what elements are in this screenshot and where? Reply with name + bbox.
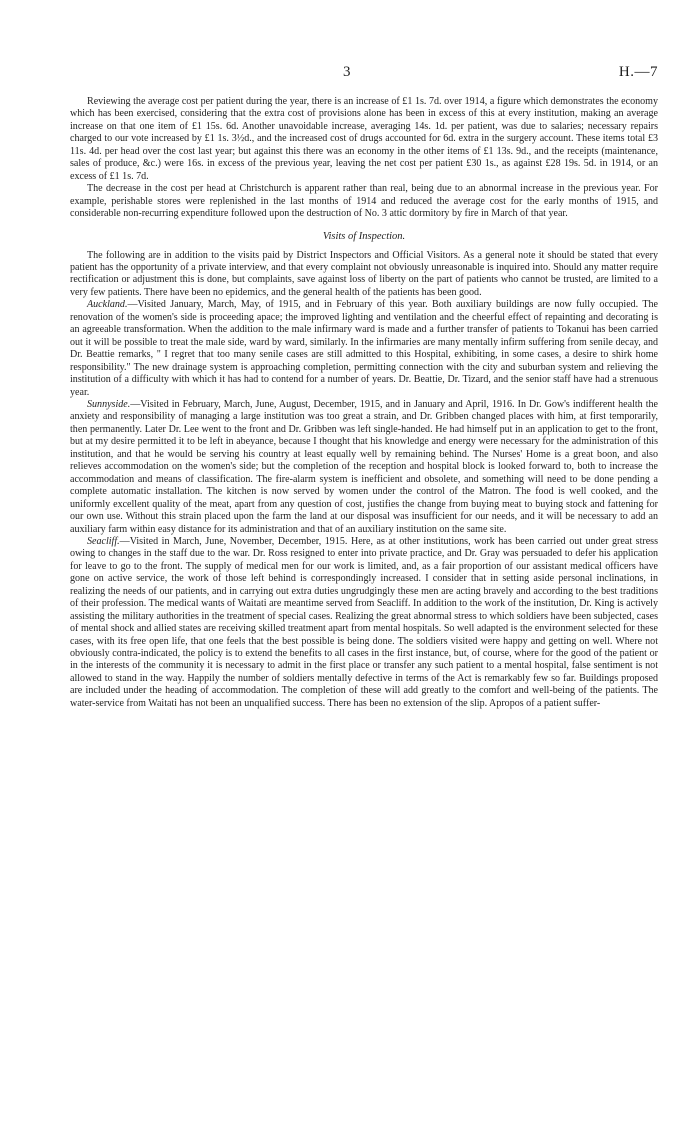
paragraph-visits-intro: The following are in addition to the visits paid by District Inspectors and Official Visitors. As a general note it should be stated that every patient has the opportunity of a private interview, and that every complaint not obviously unreasonable is inquired into. Should any matter require rectification or adjustment this is done, but complaints, save against loss of liberty on the part of patients who cannot be trusted, are limited to a very few patients. There have been no epidemics, and the general health of the patients has been good.	[70, 249, 658, 298]
text-sunnyside: —Visited in February, March, June, August, December, 1915, and in January and April, 1916. In Dr. Gow's indifferent health the anxiety and responsibility of managing a large institution was too great a strain, and Dr. Gribben changed places with him, at first temporarily, then permanently. Later Dr. Lee went to the front and Dr. Gribben was left single-handed. He had himself put in an application to get to the front, but at my desire permitted it to be left in abeyance, because I thought that his knowledge and energy were necessary for the administration of this institution, and that he would be serving his country at least equally well by remaining behind. The Nurses' Home is a great boon, and also relieves accommodation on the women's side; but the completion of the reception and hospital block is looked forward to, both to increase the accommodation and means of classification. The fire-alarm system is inefficient and obsolete, and something will need to be done pending a complete automatic installation. The kitchen is now served by women under the control of the Matron. The food is well cooked, and the uniformly excellent quality of the meat, apart from any question of cost, justifies the change from buying meat to buying stock and fattening for our own use. Without this strain placed upon the farm the land at our disposal was insufficient for our needs, and it will be necessary to add an auxiliary farm within easy distance for its administration and that of an auxiliary institution on the same site.	[70, 398, 658, 535]
paragraph-sunnyside	[70, 399, 658, 536]
document-reference: H.—7	[618, 64, 658, 80]
paragraph-auckland	[70, 299, 658, 399]
subheading-seacliff: Seacliff.	[87, 535, 120, 547]
text-seacliff: —Visited in March, June, November, December, 1915. Here, as at other institutions, work has been carried out under great stress owing to changes in the staff due to the war. Dr. Ross resigned to enter into private practice, and Dr. Gray was persuaded to defer his application for leave to go to the front. The supply of medical men for our work is limited, and, as a fair proportion of our assistant medical officers have gone on active service, the work of those left behind is correspondingly increased. I consider that in setting aside personal inclinations, in realizing the needs of our patients, and in carrying out extra duties ungrudgingly these men are acting bravely and according to the best traditions of their profession. The medical wants of Waitati are meantime served from Seacliff. In addition to the work of the institution, Dr. King is actively assisting the military authorities in the treatment of special cases. Realizing the great abnormal stress to which soldiers have been subjected, cases of mental shock and allied states are receiving skilled treatment apart from mental hospitals. So well adapted is the environment selected for these cases, with its free open life, that one feels that the best possible is being done. The soldiers visited were happy and getting on well. Where not obviously contra-indicated, the policy is to extend the benefits to all cases in the first instance, but, of course, where for the good of the patient or in the interests of the community it is necessary to admit in the first place or transfer any such patient to a mental hospital, false sentiment is not allowed to stand in the way. Happily the number of soldiers mentally defective in terms of the Act is remarkably few so far. Buildings proposed are included under the heading of accommodation. The completion of these will add greatly to the comfort and well-being of the patients. The water-service from Waitati has not been an unqualified success. There has been no extension of the slip. Apropos of a patient suffer-	[70, 535, 658, 709]
paragraph-christchurch-cost: The decrease in the cost per head at Christchurch is apparent rather than real, being due to an abnormal increase in the previous year. For example, perishable stores were replenished in the last months of 1914 and reduced the average cost for the early months of 1915, and considerable non-recurring expenditure followed upon the destruction of No. 3 attic dormitory by fire in March of that year.	[70, 183, 658, 220]
subheading-sunnyside: Sunnyside.	[87, 398, 131, 410]
paragraph-seacliff	[70, 536, 658, 710]
section-heading: Visits of Inspection.	[322, 230, 406, 242]
page-number: 3	[343, 64, 351, 80]
body-text	[70, 96, 658, 710]
paragraph-average-cost: Reviewing the average cost per patient during the year, there is an increase of £1 1s. 7d. over 1914, a figure which demonstrates the economy which has been exercised, considering that the extra cost of provisions alone has been in excess of this at every institution, making an average increase on that one item of £1 15s. 6d. Another unavoidable increase, averaging 14s. 1d. per patient, was due to salaries; necessary repairs charged to our vote increased by £1 1s. 3½d., and the increased cost of drugs accounted for 6d. extra in the surgery account. These items total £3 11s. 4d. per head over the cost last year; but against this there was an economy in the other items of £1 13s. 9d., and the receipts (maintenance, sales of produce, &c.) were 16s. in excess of the previous year, leaving the net cost per patient £30 1s., as against £28 19s. 5d. in 1914, or an excess of £1 1s. 7d.	[70, 96, 658, 182]
subheading-auckland: Auckland.	[87, 299, 128, 311]
text-auckland: —Visited January, March, May, of 1915, and in February of this year. Both auxiliary buildings are now fully occupied. The renovation of the women's side is proceeding apace; the improved lighting and ventilation and the cheerful effect of repainting and decorating is an agreeable transformation. When the addition to the male infirmary ward is made and a further transfer of patients to Tokanui has been carried out it will be possible to treat the male side, ward by ward, similarly. In the infirmaries are many mentally infirm suffering from senile decay, and Dr. Beattie remarks, " I regret that too many senile cases are still admitted to this Hospital, exhibiting, in some cases, a desire to shirk home responsibility." The new drainage system is approaching completion, permitting connection with the city and suburban system and relieving the institution of a difficulty with which it has had to contend for a number of years. Dr. Beattie, Dr. Tizard, and the senior staff have had a strenuous year.	[70, 299, 658, 398]
